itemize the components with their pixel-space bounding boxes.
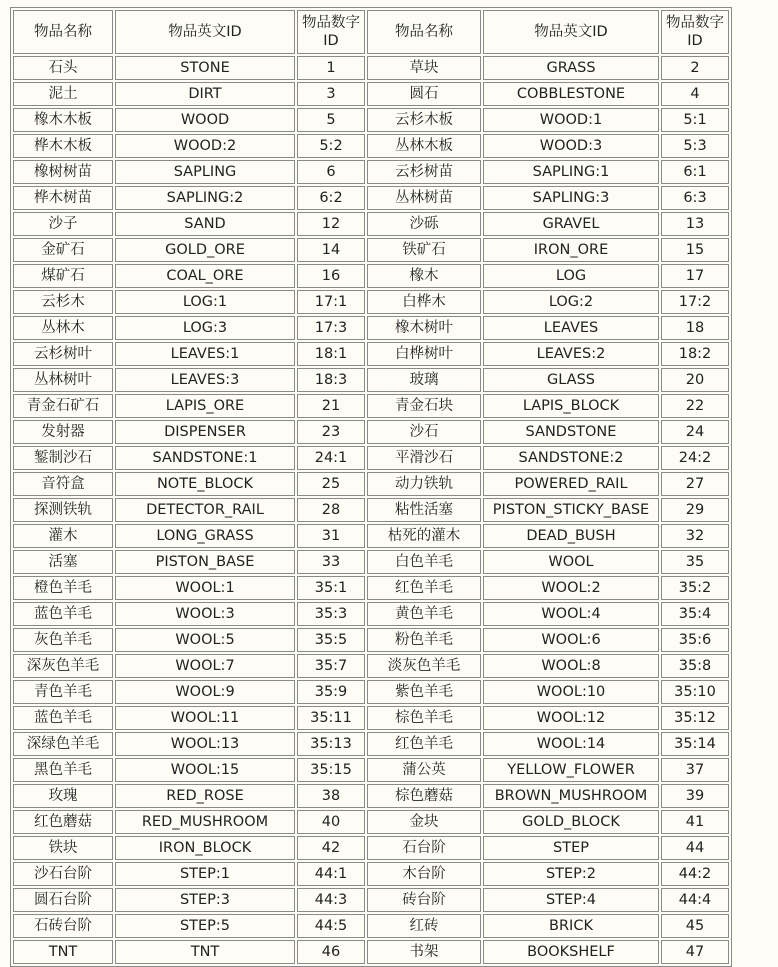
item-name-cell: 活塞 bbox=[13, 550, 113, 574]
numeric-id-cell: 4 bbox=[661, 82, 729, 106]
english-id-cell: WOOL bbox=[483, 550, 659, 574]
english-id-cell: BOOKSHELF bbox=[483, 940, 659, 964]
english-id-cell: STEP:3 bbox=[115, 888, 295, 912]
item-name-cell: 白桦木 bbox=[367, 290, 481, 314]
item-name-cell: 橡树树苗 bbox=[13, 160, 113, 184]
table-row bbox=[13, 550, 729, 574]
numeric-id-cell: 35 bbox=[661, 550, 729, 574]
english-id-cell: STONE bbox=[115, 56, 295, 80]
item-name-cell: 灌木 bbox=[13, 524, 113, 548]
english-id-cell: LAPIS_ORE bbox=[115, 394, 295, 418]
numeric-id-cell: 14 bbox=[297, 238, 365, 262]
numeric-id-cell: 35:14 bbox=[661, 732, 729, 756]
numeric-id-cell: 45 bbox=[661, 914, 729, 938]
table-row bbox=[13, 238, 729, 262]
item-name-cell: 丛林木 bbox=[13, 316, 113, 340]
table-row bbox=[13, 810, 729, 834]
english-id-cell: TNT bbox=[115, 940, 295, 964]
numeric-id-cell: 6:1 bbox=[661, 160, 729, 184]
english-id-cell: SAPLING:1 bbox=[483, 160, 659, 184]
english-id-cell: NOTE_BLOCK bbox=[115, 472, 295, 496]
table-row bbox=[13, 836, 729, 860]
item-id-table bbox=[10, 7, 732, 967]
numeric-id-cell: 18:1 bbox=[297, 342, 365, 366]
english-id-cell: WOOL:1 bbox=[115, 576, 295, 600]
english-id-cell: PISTON_BASE bbox=[115, 550, 295, 574]
item-name-cell: 丛林树苗 bbox=[367, 186, 481, 210]
english-id-cell: RED_MUSHROOM bbox=[115, 810, 295, 834]
table-header bbox=[13, 10, 729, 54]
item-name-cell: 泥土 bbox=[13, 82, 113, 106]
numeric-id-cell: 1 bbox=[297, 56, 365, 80]
english-id-cell: BRICK bbox=[483, 914, 659, 938]
english-id-cell: DIRT bbox=[115, 82, 295, 106]
header-item-name: 物品名称 bbox=[13, 10, 113, 54]
english-id-cell: GOLD_BLOCK bbox=[483, 810, 659, 834]
numeric-id-cell: 5:1 bbox=[661, 108, 729, 132]
item-name-cell: 红砖 bbox=[367, 914, 481, 938]
numeric-id-cell: 35:8 bbox=[661, 654, 729, 678]
table-row bbox=[13, 472, 729, 496]
numeric-id-cell: 38 bbox=[297, 784, 365, 808]
item-name-cell: 蒲公英 bbox=[367, 758, 481, 782]
table-row bbox=[13, 628, 729, 652]
english-id-cell: LEAVES bbox=[483, 316, 659, 340]
english-id-cell: BROWN_MUSHROOM bbox=[483, 784, 659, 808]
english-id-cell: STEP bbox=[483, 836, 659, 860]
numeric-id-cell: 2 bbox=[661, 56, 729, 80]
numeric-id-cell: 3 bbox=[297, 82, 365, 106]
item-name-cell: 红色羊毛 bbox=[367, 732, 481, 756]
numeric-id-cell: 32 bbox=[661, 524, 729, 548]
numeric-id-cell: 35:4 bbox=[661, 602, 729, 626]
item-name-cell: 煤矿石 bbox=[13, 264, 113, 288]
table-row bbox=[13, 498, 729, 522]
item-name-cell: 云杉树叶 bbox=[13, 342, 113, 366]
english-id-cell: PISTON_STICKY_BASE bbox=[483, 498, 659, 522]
table-row bbox=[13, 940, 729, 964]
numeric-id-cell: 20 bbox=[661, 368, 729, 392]
item-name-cell: 云杉树苗 bbox=[367, 160, 481, 184]
english-id-cell: DISPENSER bbox=[115, 420, 295, 444]
numeric-id-cell: 35:10 bbox=[661, 680, 729, 704]
numeric-id-cell: 35:15 bbox=[297, 758, 365, 782]
numeric-id-cell: 35:11 bbox=[297, 706, 365, 730]
table-row bbox=[13, 212, 729, 236]
item-name-cell: 音符盒 bbox=[13, 472, 113, 496]
item-name-cell: 探测铁轨 bbox=[13, 498, 113, 522]
numeric-id-cell: 12 bbox=[297, 212, 365, 236]
numeric-id-cell: 35:6 bbox=[661, 628, 729, 652]
english-id-cell: STEP:4 bbox=[483, 888, 659, 912]
numeric-id-cell: 6 bbox=[297, 160, 365, 184]
table-row bbox=[13, 160, 729, 184]
item-name-cell: 沙砾 bbox=[367, 212, 481, 236]
item-name-cell: 石台阶 bbox=[367, 836, 481, 860]
item-name-cell: 紫色羊毛 bbox=[367, 680, 481, 704]
table-row bbox=[13, 134, 729, 158]
item-name-cell: 发射器 bbox=[13, 420, 113, 444]
item-name-cell: 橡木树叶 bbox=[367, 316, 481, 340]
table-row bbox=[13, 654, 729, 678]
item-name-cell: 沙石台阶 bbox=[13, 862, 113, 886]
item-name-cell: 橡木 bbox=[367, 264, 481, 288]
english-id-cell: RED_ROSE bbox=[115, 784, 295, 808]
numeric-id-cell: 24:1 bbox=[297, 446, 365, 470]
numeric-id-cell: 44:3 bbox=[297, 888, 365, 912]
table-row bbox=[13, 186, 729, 210]
item-name-cell: 蓝色羊毛 bbox=[13, 706, 113, 730]
english-id-cell: WOOL:2 bbox=[483, 576, 659, 600]
numeric-id-cell: 23 bbox=[297, 420, 365, 444]
english-id-cell: WOOD bbox=[115, 108, 295, 132]
numeric-id-cell: 31 bbox=[297, 524, 365, 548]
item-name-cell: 青金石矿石 bbox=[13, 394, 113, 418]
english-id-cell: SANDSTONE:2 bbox=[483, 446, 659, 470]
english-id-cell: GOLD_ORE bbox=[115, 238, 295, 262]
english-id-cell: DETECTOR_RAIL bbox=[115, 498, 295, 522]
table-row bbox=[13, 784, 729, 808]
item-name-cell: 石砖台阶 bbox=[13, 914, 113, 938]
numeric-id-cell: 35:12 bbox=[661, 706, 729, 730]
numeric-id-cell: 35:5 bbox=[297, 628, 365, 652]
table-row bbox=[13, 758, 729, 782]
item-name-cell: 石头 bbox=[13, 56, 113, 80]
item-name-cell: 丛林木板 bbox=[367, 134, 481, 158]
table-row bbox=[13, 680, 729, 704]
english-id-cell: LONG_GRASS bbox=[115, 524, 295, 548]
numeric-id-cell: 18 bbox=[661, 316, 729, 340]
numeric-id-cell: 6:3 bbox=[661, 186, 729, 210]
numeric-id-cell: 17:1 bbox=[297, 290, 365, 314]
numeric-id-cell: 35:2 bbox=[661, 576, 729, 600]
item-name-cell: 青金石块 bbox=[367, 394, 481, 418]
english-id-cell: LOG bbox=[483, 264, 659, 288]
table-row bbox=[13, 576, 729, 600]
table-row bbox=[13, 602, 729, 626]
numeric-id-cell: 6:2 bbox=[297, 186, 365, 210]
header-numeric-id: 物品数字ID bbox=[297, 10, 365, 54]
item-name-cell: 錾制沙石 bbox=[13, 446, 113, 470]
english-id-cell: WOOD:2 bbox=[115, 134, 295, 158]
numeric-id-cell: 44:4 bbox=[661, 888, 729, 912]
item-name-cell: 红色蘑菇 bbox=[13, 810, 113, 834]
english-id-cell: POWERED_RAIL bbox=[483, 472, 659, 496]
header-item-name: 物品名称 bbox=[367, 10, 481, 54]
item-name-cell: 云杉木 bbox=[13, 290, 113, 314]
numeric-id-cell: 29 bbox=[661, 498, 729, 522]
numeric-id-cell: 15 bbox=[661, 238, 729, 262]
item-name-cell: 沙石 bbox=[367, 420, 481, 444]
english-id-cell: WOOL:14 bbox=[483, 732, 659, 756]
numeric-id-cell: 35:7 bbox=[297, 654, 365, 678]
item-name-cell: 书架 bbox=[367, 940, 481, 964]
table-row bbox=[13, 108, 729, 132]
item-name-cell: 黑色羊毛 bbox=[13, 758, 113, 782]
english-id-cell: WOOL:8 bbox=[483, 654, 659, 678]
item-name-cell: TNT bbox=[13, 940, 113, 964]
english-id-cell: WOOL:7 bbox=[115, 654, 295, 678]
item-name-cell: 沙子 bbox=[13, 212, 113, 236]
english-id-cell: WOOL:13 bbox=[115, 732, 295, 756]
item-name-cell: 粘性活塞 bbox=[367, 498, 481, 522]
numeric-id-cell: 41 bbox=[661, 810, 729, 834]
numeric-id-cell: 5:3 bbox=[661, 134, 729, 158]
item-name-cell: 桦木树苗 bbox=[13, 186, 113, 210]
item-name-cell: 黄色羊毛 bbox=[367, 602, 481, 626]
table-body bbox=[13, 56, 729, 964]
table-row bbox=[13, 420, 729, 444]
english-id-cell: LOG:3 bbox=[115, 316, 295, 340]
english-id-cell: LOG:2 bbox=[483, 290, 659, 314]
table-row bbox=[13, 888, 729, 912]
table-row bbox=[13, 56, 729, 80]
numeric-id-cell: 22 bbox=[661, 394, 729, 418]
english-id-cell: LAPIS_BLOCK bbox=[483, 394, 659, 418]
english-id-cell: IRON_BLOCK bbox=[115, 836, 295, 860]
item-name-cell: 金块 bbox=[367, 810, 481, 834]
numeric-id-cell: 17 bbox=[661, 264, 729, 288]
english-id-cell: WOOL:15 bbox=[115, 758, 295, 782]
table-row bbox=[13, 368, 729, 392]
english-id-cell: IRON_ORE bbox=[483, 238, 659, 262]
item-name-cell: 橡木木板 bbox=[13, 108, 113, 132]
item-name-cell: 枯死的灌木 bbox=[367, 524, 481, 548]
numeric-id-cell: 5 bbox=[297, 108, 365, 132]
item-name-cell: 桦木木板 bbox=[13, 134, 113, 158]
english-id-cell: LEAVES:1 bbox=[115, 342, 295, 366]
english-id-cell: GLASS bbox=[483, 368, 659, 392]
numeric-id-cell: 42 bbox=[297, 836, 365, 860]
item-name-cell: 平滑沙石 bbox=[367, 446, 481, 470]
english-id-cell: YELLOW_FLOWER bbox=[483, 758, 659, 782]
numeric-id-cell: 17:3 bbox=[297, 316, 365, 340]
english-id-cell: GRAVEL bbox=[483, 212, 659, 236]
item-name-cell: 玻璃 bbox=[367, 368, 481, 392]
header-numeric-id: 物品数字ID bbox=[661, 10, 729, 54]
numeric-id-cell: 24:2 bbox=[661, 446, 729, 470]
numeric-id-cell: 35:13 bbox=[297, 732, 365, 756]
english-id-cell: SANDSTONE:1 bbox=[115, 446, 295, 470]
english-id-cell: STEP:2 bbox=[483, 862, 659, 886]
numeric-id-cell: 33 bbox=[297, 550, 365, 574]
english-id-cell: LEAVES:3 bbox=[115, 368, 295, 392]
english-id-cell: GRASS bbox=[483, 56, 659, 80]
english-id-cell: WOOD:1 bbox=[483, 108, 659, 132]
numeric-id-cell: 37 bbox=[661, 758, 729, 782]
numeric-id-cell: 44:5 bbox=[297, 914, 365, 938]
english-id-cell: WOOD:3 bbox=[483, 134, 659, 158]
table-row bbox=[13, 290, 729, 314]
numeric-id-cell: 16 bbox=[297, 264, 365, 288]
item-name-cell: 灰色羊毛 bbox=[13, 628, 113, 652]
english-id-cell: WOOL:3 bbox=[115, 602, 295, 626]
header-english-id: 物品英文ID bbox=[115, 10, 295, 54]
item-name-cell: 深灰色羊毛 bbox=[13, 654, 113, 678]
english-id-cell: WOOL:11 bbox=[115, 706, 295, 730]
item-name-cell: 白桦树叶 bbox=[367, 342, 481, 366]
item-name-cell: 粉色羊毛 bbox=[367, 628, 481, 652]
english-id-cell: SAND bbox=[115, 212, 295, 236]
item-name-cell: 木台阶 bbox=[367, 862, 481, 886]
item-id-table-container bbox=[10, 7, 732, 967]
item-name-cell: 淡灰色羊毛 bbox=[367, 654, 481, 678]
item-name-cell: 圆石台阶 bbox=[13, 888, 113, 912]
table-row bbox=[13, 342, 729, 366]
english-id-cell: WOOL:6 bbox=[483, 628, 659, 652]
table-row bbox=[13, 316, 729, 340]
item-name-cell: 丛林树叶 bbox=[13, 368, 113, 392]
table-row bbox=[13, 862, 729, 886]
numeric-id-cell: 27 bbox=[661, 472, 729, 496]
header-row bbox=[13, 10, 729, 54]
numeric-id-cell: 35:3 bbox=[297, 602, 365, 626]
numeric-id-cell: 5:2 bbox=[297, 134, 365, 158]
item-name-cell: 圆石 bbox=[367, 82, 481, 106]
english-id-cell: COBBLESTONE bbox=[483, 82, 659, 106]
item-name-cell: 棕色蘑菇 bbox=[367, 784, 481, 808]
numeric-id-cell: 21 bbox=[297, 394, 365, 418]
item-name-cell: 青色羊毛 bbox=[13, 680, 113, 704]
numeric-id-cell: 24 bbox=[661, 420, 729, 444]
item-name-cell: 深绿色羊毛 bbox=[13, 732, 113, 756]
numeric-id-cell: 40 bbox=[297, 810, 365, 834]
item-name-cell: 铁块 bbox=[13, 836, 113, 860]
numeric-id-cell: 44:2 bbox=[661, 862, 729, 886]
item-name-cell: 铁矿石 bbox=[367, 238, 481, 262]
numeric-id-cell: 44 bbox=[661, 836, 729, 860]
table-row bbox=[13, 394, 729, 418]
table-row bbox=[13, 82, 729, 106]
table-row bbox=[13, 446, 729, 470]
english-id-cell: SAPLING:2 bbox=[115, 186, 295, 210]
table-row bbox=[13, 914, 729, 938]
item-name-cell: 蓝色羊毛 bbox=[13, 602, 113, 626]
english-id-cell: WOOL:5 bbox=[115, 628, 295, 652]
table-row bbox=[13, 264, 729, 288]
numeric-id-cell: 44:1 bbox=[297, 862, 365, 886]
english-id-cell: SANDSTONE bbox=[483, 420, 659, 444]
table-row bbox=[13, 524, 729, 548]
english-id-cell: WOOL:4 bbox=[483, 602, 659, 626]
numeric-id-cell: 35:1 bbox=[297, 576, 365, 600]
numeric-id-cell: 39 bbox=[661, 784, 729, 808]
english-id-cell: WOOL:12 bbox=[483, 706, 659, 730]
item-name-cell: 玫瑰 bbox=[13, 784, 113, 808]
english-id-cell: SAPLING bbox=[115, 160, 295, 184]
english-id-cell: STEP:5 bbox=[115, 914, 295, 938]
numeric-id-cell: 28 bbox=[297, 498, 365, 522]
numeric-id-cell: 13 bbox=[661, 212, 729, 236]
item-name-cell: 云杉木板 bbox=[367, 108, 481, 132]
numeric-id-cell: 18:3 bbox=[297, 368, 365, 392]
english-id-cell: WOOL:9 bbox=[115, 680, 295, 704]
numeric-id-cell: 18:2 bbox=[661, 342, 729, 366]
table-row bbox=[13, 706, 729, 730]
english-id-cell: DEAD_BUSH bbox=[483, 524, 659, 548]
numeric-id-cell: 46 bbox=[297, 940, 365, 964]
item-name-cell: 棕色羊毛 bbox=[367, 706, 481, 730]
item-name-cell: 动力铁轨 bbox=[367, 472, 481, 496]
english-id-cell: SAPLING:3 bbox=[483, 186, 659, 210]
item-name-cell: 红色羊毛 bbox=[367, 576, 481, 600]
item-name-cell: 白色羊毛 bbox=[367, 550, 481, 574]
numeric-id-cell: 47 bbox=[661, 940, 729, 964]
item-name-cell: 砖台阶 bbox=[367, 888, 481, 912]
header-english-id: 物品英文ID bbox=[483, 10, 659, 54]
item-name-cell: 草块 bbox=[367, 56, 481, 80]
item-name-cell: 橙色羊毛 bbox=[13, 576, 113, 600]
english-id-cell: LEAVES:2 bbox=[483, 342, 659, 366]
english-id-cell: COAL_ORE bbox=[115, 264, 295, 288]
numeric-id-cell: 25 bbox=[297, 472, 365, 496]
english-id-cell: WOOL:10 bbox=[483, 680, 659, 704]
english-id-cell: STEP:1 bbox=[115, 862, 295, 886]
numeric-id-cell: 35:9 bbox=[297, 680, 365, 704]
item-name-cell: 金矿石 bbox=[13, 238, 113, 262]
table-row bbox=[13, 732, 729, 756]
numeric-id-cell: 17:2 bbox=[661, 290, 729, 314]
english-id-cell: LOG:1 bbox=[115, 290, 295, 314]
